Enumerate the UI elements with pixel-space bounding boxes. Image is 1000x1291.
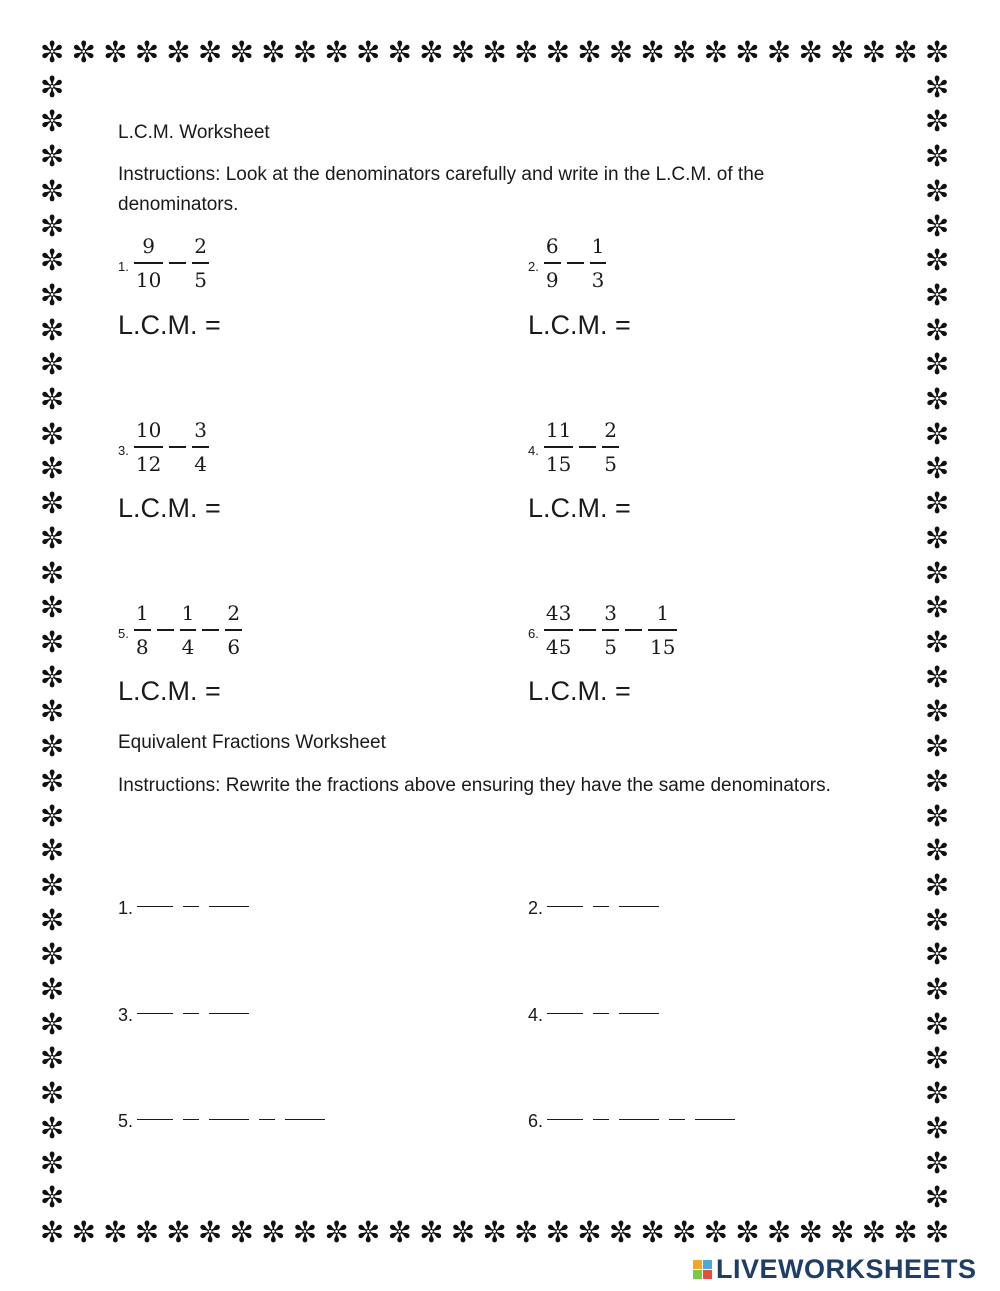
minus-sign <box>169 446 186 448</box>
border-star-icon: ✼ <box>40 520 65 555</box>
problem-number: 5. <box>118 625 129 641</box>
border-star-icon: ✼ <box>387 1215 412 1249</box>
item-number: 6. <box>528 1111 544 1131</box>
minus-sign <box>579 446 596 448</box>
fraction <box>192 236 209 290</box>
problem-number: 3. <box>118 442 129 458</box>
border-star-icon: ✼ <box>40 1041 65 1076</box>
border-star-icon: ✼ <box>925 486 950 521</box>
border-star-icon: ✼ <box>40 451 65 486</box>
fraction <box>225 603 242 657</box>
lcm-problem-3 <box>118 415 212 479</box>
border-star-icon: ✼ <box>925 277 950 312</box>
lcm-problem-6 <box>528 598 680 662</box>
border-star-icon: ✼ <box>925 833 950 868</box>
fraction <box>192 420 209 474</box>
fraction <box>544 236 561 290</box>
answer-blank[interactable] <box>547 1013 583 1014</box>
border-star-icon: ✼ <box>387 35 412 69</box>
border-star-icon: ✼ <box>324 1215 349 1249</box>
lcm-answer-label-3: L.C.M. = <box>118 493 221 523</box>
fraction <box>544 420 573 474</box>
denominator: 10 <box>135 268 162 292</box>
lcm-answer-label-1: L.C.M. = <box>118 310 221 340</box>
border-star-icon: ✼ <box>40 104 65 139</box>
border-star-icon: ✼ <box>198 1215 223 1249</box>
logo-mark-square-v <box>693 1270 702 1279</box>
numerator: 6 <box>545 234 559 258</box>
border-star-icon: ✼ <box>40 1006 65 1041</box>
fraction <box>180 603 197 657</box>
border-star-icon: ✼ <box>703 35 729 69</box>
answer-blank[interactable] <box>619 1119 659 1120</box>
border-star-icon: ✼ <box>166 35 191 69</box>
liveworksheets-logo-text: LIVEWORKSHEETS <box>716 1253 977 1284</box>
border-star-icon: ✼ <box>925 902 950 937</box>
border-star-icon: ✼ <box>735 1215 760 1249</box>
border-star-icon: ✼ <box>229 35 254 69</box>
fraction <box>590 236 607 290</box>
lcm-answer-label-4: L.C.M. = <box>528 493 631 523</box>
denominator: 5 <box>604 452 618 476</box>
border-star-icon: ✼ <box>925 416 950 451</box>
border-star-icon: ✼ <box>798 35 823 69</box>
border-star-icon: ✼ <box>40 694 65 729</box>
item-number: 4. <box>528 1005 544 1025</box>
fraction <box>648 603 677 657</box>
numerator: 1 <box>135 601 149 625</box>
border-star-icon: ✼ <box>356 1215 381 1249</box>
minus-sign <box>593 1013 609 1014</box>
minus-sign <box>593 906 609 907</box>
border-star-icon: ✼ <box>40 798 65 833</box>
border-star-icon: ✼ <box>482 35 507 69</box>
border-star-icon: ✼ <box>40 35 65 69</box>
border-star-icon: ✼ <box>925 243 950 278</box>
answer-blank[interactable] <box>547 906 583 907</box>
border-star-icon: ✼ <box>925 208 950 243</box>
border-star-icon: ✼ <box>925 520 950 555</box>
border-star-icon: ✼ <box>482 1215 507 1249</box>
border-star-icon: ✼ <box>735 35 760 69</box>
border-star-icon: ✼ <box>830 35 855 69</box>
border-star-icon: ✼ <box>925 694 950 729</box>
border-star-icon: ✼ <box>40 277 65 312</box>
lcm-problem-5 <box>118 598 245 662</box>
border-star-icon: ✼ <box>925 798 950 833</box>
equivalent-item-5[interactable] <box>118 1111 325 1132</box>
border-star-icon: ✼ <box>40 416 65 451</box>
numerator: 2 <box>227 601 241 625</box>
lcm-answer-label-2: L.C.M. = <box>528 310 631 340</box>
border-star-icon: ✼ <box>861 1215 887 1249</box>
equivalent-item-3[interactable] <box>118 1005 249 1026</box>
equivalent-instructions: Instructions: Rewrite the fractions above ensuring they have the same denominators. <box>118 775 831 796</box>
fraction <box>134 236 163 290</box>
problem-number: 1. <box>118 258 129 274</box>
border-star-icon: ✼ <box>514 1215 539 1249</box>
numerator: 1 <box>656 601 670 625</box>
numerator: 2 <box>604 418 618 442</box>
denominator: 5 <box>604 635 618 659</box>
border-star-icon: ✼ <box>40 625 65 659</box>
border-star-icon: ✼ <box>40 1215 65 1249</box>
border-star-icon: ✼ <box>640 35 665 69</box>
denominator: 5 <box>194 268 208 292</box>
border-star-icon: ✼ <box>608 35 634 69</box>
border-star-icon: ✼ <box>419 35 444 69</box>
border-star-icon: ✼ <box>925 451 950 486</box>
border-star-icon: ✼ <box>166 1215 191 1249</box>
border-star-icon: ✼ <box>134 35 160 69</box>
denominator: 12 <box>135 452 162 476</box>
numerator: 43 <box>545 601 572 625</box>
border-star-icon: ✼ <box>925 1006 950 1041</box>
minus-sign <box>202 629 219 631</box>
denominator: 4 <box>194 452 208 476</box>
minus-sign <box>183 1013 199 1014</box>
border-star-icon: ✼ <box>198 35 223 69</box>
item-number: 1. <box>118 898 134 918</box>
border-star-icon: ✼ <box>40 555 65 590</box>
border-star-icon: ✼ <box>261 35 286 69</box>
border-star-icon: ✼ <box>40 902 65 937</box>
border-star-icon: ✼ <box>925 625 950 659</box>
border-star-icon: ✼ <box>925 1076 950 1111</box>
lcm-answer-label-6: L.C.M. = <box>528 676 631 706</box>
border-star-icon: ✼ <box>925 1145 950 1180</box>
answer-blank[interactable] <box>547 1119 583 1120</box>
border-star-icon: ✼ <box>925 1110 950 1145</box>
answer-blank[interactable] <box>209 906 249 907</box>
border-star-icon: ✼ <box>292 1215 318 1249</box>
border-star-icon: ✼ <box>40 312 65 347</box>
numerator: 11 <box>545 418 572 442</box>
border-star-icon: ✼ <box>40 382 65 417</box>
border-star-icon: ✼ <box>893 1215 918 1249</box>
equivalent-worksheet-title: Equivalent Fractions Worksheet <box>118 732 386 753</box>
minus-sign <box>567 262 584 264</box>
liveworksheets-logo[interactable] <box>693 1252 977 1286</box>
fraction <box>544 603 573 657</box>
border-star-icon: ✼ <box>672 35 697 69</box>
minus-sign <box>625 629 642 631</box>
border-star-icon: ✼ <box>925 382 950 417</box>
answer-blank[interactable] <box>619 1013 659 1014</box>
border-star-icon: ✼ <box>40 208 65 243</box>
border-star-icon: ✼ <box>356 35 381 69</box>
border-star-icon: ✼ <box>229 1215 254 1249</box>
denominator: 15 <box>545 452 572 476</box>
border-star-icon: ✼ <box>925 590 950 625</box>
minus-sign <box>183 1119 199 1120</box>
lcm-instructions: Instructions: Look at the denominators carefully and write in the L.C.M. of the denominators. <box>118 164 765 216</box>
border-star-icon: ✼ <box>925 972 950 1007</box>
border-star-icon: ✼ <box>766 1215 792 1249</box>
border-star-icon: ✼ <box>925 312 950 347</box>
logo-mark-square-i <box>703 1260 712 1269</box>
border-star-icon: ✼ <box>40 833 65 868</box>
minus-sign <box>669 1119 685 1120</box>
border-star-icon: ✼ <box>419 1215 444 1249</box>
numerator: 3 <box>604 601 618 625</box>
fraction <box>602 420 619 474</box>
border-star-icon: ✼ <box>798 1215 823 1249</box>
border-star-icon: ✼ <box>450 35 476 69</box>
denominator: 3 <box>591 268 605 292</box>
border-star-icon: ✼ <box>261 1215 286 1249</box>
answer-blank[interactable] <box>285 1119 325 1120</box>
border-star-icon: ✼ <box>40 867 65 902</box>
border-star-icon: ✼ <box>925 1180 950 1215</box>
numerator: 9 <box>142 234 155 258</box>
lcm-problem-2 <box>528 231 609 295</box>
equivalent-item-6[interactable] <box>528 1111 735 1132</box>
denominator: 15 <box>650 635 676 659</box>
border-star-icon: ✼ <box>672 1215 697 1249</box>
problem-number: 2. <box>528 258 539 274</box>
numerator: 10 <box>135 418 162 442</box>
numerator: 3 <box>194 418 208 442</box>
border-star-icon: ✼ <box>925 729 950 764</box>
border-star-icon: ✼ <box>925 173 950 208</box>
border-star-icon: ✼ <box>861 35 887 69</box>
fraction <box>134 420 163 474</box>
border-star-icon: ✼ <box>40 173 65 208</box>
lcm-answer-label-5: L.C.M. = <box>118 676 221 706</box>
border-star-icon: ✼ <box>103 35 128 69</box>
border-star-icon: ✼ <box>40 243 65 278</box>
border-star-icon: ✼ <box>925 763 950 798</box>
logo-mark-square-e <box>703 1270 712 1279</box>
minus-sign <box>579 629 596 631</box>
answer-blank[interactable] <box>137 1013 173 1014</box>
border-star-icon: ✼ <box>925 104 950 139</box>
border-star-icon: ✼ <box>925 69 950 104</box>
problem-number: 6. <box>528 625 539 641</box>
minus-sign <box>259 1119 275 1120</box>
border-star-icon: ✼ <box>324 35 349 69</box>
border-star-icon: ✼ <box>40 1180 65 1215</box>
border-star-icon: ✼ <box>71 1215 96 1249</box>
answer-blank[interactable] <box>209 1013 249 1014</box>
border-star-icon: ✼ <box>577 35 602 69</box>
border-star-icon: ✼ <box>925 937 950 972</box>
border-star-icon: ✼ <box>292 35 318 69</box>
border-star-icon: ✼ <box>40 937 65 972</box>
minus-sign <box>593 1119 609 1120</box>
border-star-icon: ✼ <box>766 35 792 69</box>
border-star-icon: ✼ <box>703 1215 729 1249</box>
minus-sign <box>183 906 199 907</box>
border-star-icon: ✼ <box>103 1215 128 1249</box>
border-star-icon: ✼ <box>40 69 65 104</box>
border-star-icon: ✼ <box>40 1145 65 1180</box>
border-star-icon: ✼ <box>134 1215 160 1249</box>
border-star-icon: ✼ <box>40 659 65 694</box>
border-star-icon: ✼ <box>925 867 950 902</box>
border-star-icon: ✼ <box>40 1110 65 1145</box>
fraction <box>602 603 619 657</box>
border-star-icon: ✼ <box>40 590 65 625</box>
numerator: 1 <box>181 601 195 625</box>
border-star-icon: ✼ <box>577 1215 602 1249</box>
border-star-icon: ✼ <box>40 486 65 521</box>
border-star-icon: ✼ <box>40 347 65 382</box>
border-star-icon: ✼ <box>514 35 539 69</box>
equivalent-item-4[interactable] <box>528 1005 659 1026</box>
border-star-icon: ✼ <box>40 729 65 764</box>
minus-sign <box>157 629 174 631</box>
border-star-icon: ✼ <box>545 1215 571 1249</box>
equivalent-item-1[interactable] <box>118 898 249 919</box>
liveworksheets-logo-icon <box>693 1260 712 1279</box>
answer-blank[interactable] <box>137 906 173 907</box>
border-star-icon: ✼ <box>450 1215 476 1249</box>
border-star-icon: ✼ <box>925 347 950 382</box>
border-star-icon: ✼ <box>640 1215 665 1249</box>
border-star-icon: ✼ <box>925 659 950 694</box>
item-number: 5. <box>118 1111 134 1131</box>
denominator: 6 <box>227 635 241 659</box>
fraction <box>134 603 151 657</box>
border-star-icon: ✼ <box>925 1215 950 1249</box>
lcm-problem-1 <box>118 231 212 295</box>
denominator: 8 <box>135 635 149 659</box>
logo-mark-square-l <box>693 1260 702 1269</box>
problem-number: 4. <box>528 442 539 458</box>
answer-blank[interactable] <box>137 1119 173 1120</box>
border-star-icon: ✼ <box>925 1041 950 1076</box>
border-star-icon: ✼ <box>40 1076 65 1111</box>
denominator: 9 <box>545 268 559 292</box>
answer-blank[interactable] <box>619 906 659 907</box>
answer-blank[interactable] <box>209 1119 249 1120</box>
border-star-icon: ✼ <box>925 139 950 174</box>
lcm-problem-4 <box>528 415 622 479</box>
border-star-icon: ✼ <box>925 35 950 69</box>
border-star-icon: ✼ <box>830 1215 855 1249</box>
answer-blank[interactable] <box>695 1119 735 1120</box>
item-number: 2. <box>528 898 544 918</box>
equivalent-item-2[interactable] <box>528 898 659 919</box>
border-star-icon: ✼ <box>40 763 65 798</box>
border-star-icon: ✼ <box>40 139 65 174</box>
border-star-icon: ✼ <box>71 35 96 69</box>
numerator: 2 <box>194 234 208 258</box>
border-star-icon: ✼ <box>545 35 571 69</box>
lcm-worksheet-title: L.C.M. Worksheet <box>118 122 270 143</box>
border-star-icon: ✼ <box>40 972 65 1007</box>
border-star-icon: ✼ <box>608 1215 634 1249</box>
minus-sign <box>169 262 186 264</box>
denominator: 45 <box>545 635 572 659</box>
item-number: 3. <box>118 1005 134 1025</box>
border-star-icon: ✼ <box>893 35 918 69</box>
numerator: 1 <box>591 234 605 258</box>
border-star-icon: ✼ <box>925 555 950 590</box>
denominator: 4 <box>181 635 195 659</box>
